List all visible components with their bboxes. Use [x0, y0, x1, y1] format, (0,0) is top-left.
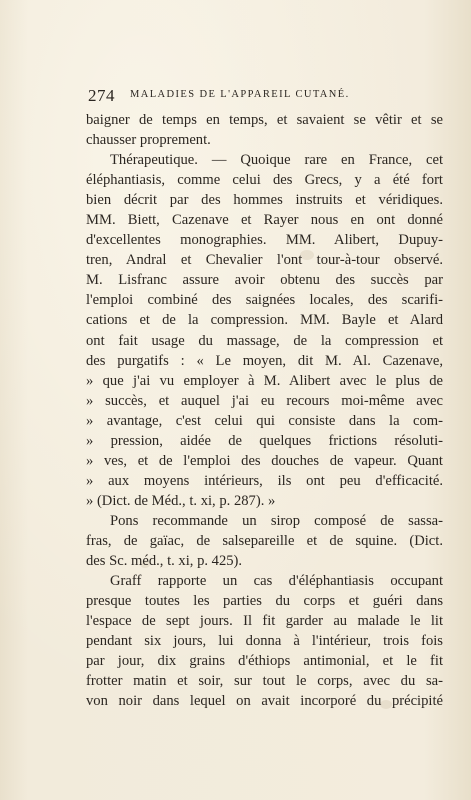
text-line: chausser proprement. — [86, 132, 211, 149]
text-line: » succès, et auquel j'ai eu recours moi-même avec — [86, 392, 443, 409]
running-head: MALADIES DE L'APPAREIL CUTANÉ. — [130, 89, 350, 100]
text-line: von noir dans lequel on avait incorporé du précipité — [86, 693, 443, 710]
text-line: » avantage, c'est celui qui consiste dans la com- — [86, 412, 443, 429]
text-line: des purgatifs : « Le moyen, dit M. Al. Cazenave, — [86, 352, 443, 369]
text-line: MM. Biett, Cazenave et Rayer nous en ont donné — [86, 212, 443, 229]
body-text — [86, 110, 443, 711]
text-line: tren, Andral et Chevalier l'ont tour-à-tour observé. — [86, 252, 443, 269]
text-line: des Sc. méd., t. xi, p. 425). — [86, 553, 243, 570]
text-line: Pons recommande un sirop composé de sassa- — [110, 512, 443, 529]
text-line: éléphantiasis, comme celui des Grecs, y a été fort — [86, 172, 443, 189]
page-header — [88, 86, 428, 106]
text-line: d'excellentes monographies. MM. Alibert, Dupuy- — [86, 232, 443, 249]
text-line: baigner de temps en temps, et savaient se vêtir et se — [86, 112, 443, 128]
text-line: Thérapeutique. — Quoique rare en France, cet — [110, 152, 443, 169]
text-line: ont fait usage du massage, de la compression et — [86, 332, 443, 349]
text-line: fras, de gaïac, de salsepareille et de squine. (Dict. — [86, 532, 443, 549]
text-line: presque toutes les parties du corps et guéri dans — [86, 593, 443, 610]
text-line: frotter matin et soir, sur tout le corps, avec du sa- — [86, 673, 443, 690]
text-line: Graff rapporte un cas d'éléphantiasis occupant — [110, 573, 443, 590]
text-line: » que j'ai vu employer à M. Alibert avec le plus de — [86, 372, 443, 389]
text-line: » aux moyens intérieurs, ils ont peu d'efficacité. — [86, 472, 443, 489]
text-line: cations et de la compression. MM. Bayle et Alard — [86, 312, 443, 329]
text-line: M. Lisfranc assure avoir obtenu des succès par — [86, 272, 443, 289]
text-line: par jour, dix grains d'éthiops antimonial, et le fit — [86, 653, 443, 670]
text-line: l'emploi combiné des saignées locales, des scarifi- — [86, 292, 443, 309]
text-line: » pression, aidée de quelques frictions résoluti- — [86, 432, 443, 449]
text-line: » (Dict. de Méd., t. xi, p. 287). » — [86, 492, 276, 509]
text-line: bien décrit par des hommes instruits et véridiques. — [86, 192, 443, 209]
text-line: » ves, et de l'emploi des douches de vapeur. Quant — [86, 452, 443, 469]
text-line: pendant six jours, lui donna à l'intérieur, trois fois — [86, 633, 443, 650]
page-number: 274 — [88, 86, 115, 105]
text-line: l'espace de sept jours. Il fit garder au malade le lit — [86, 613, 443, 630]
